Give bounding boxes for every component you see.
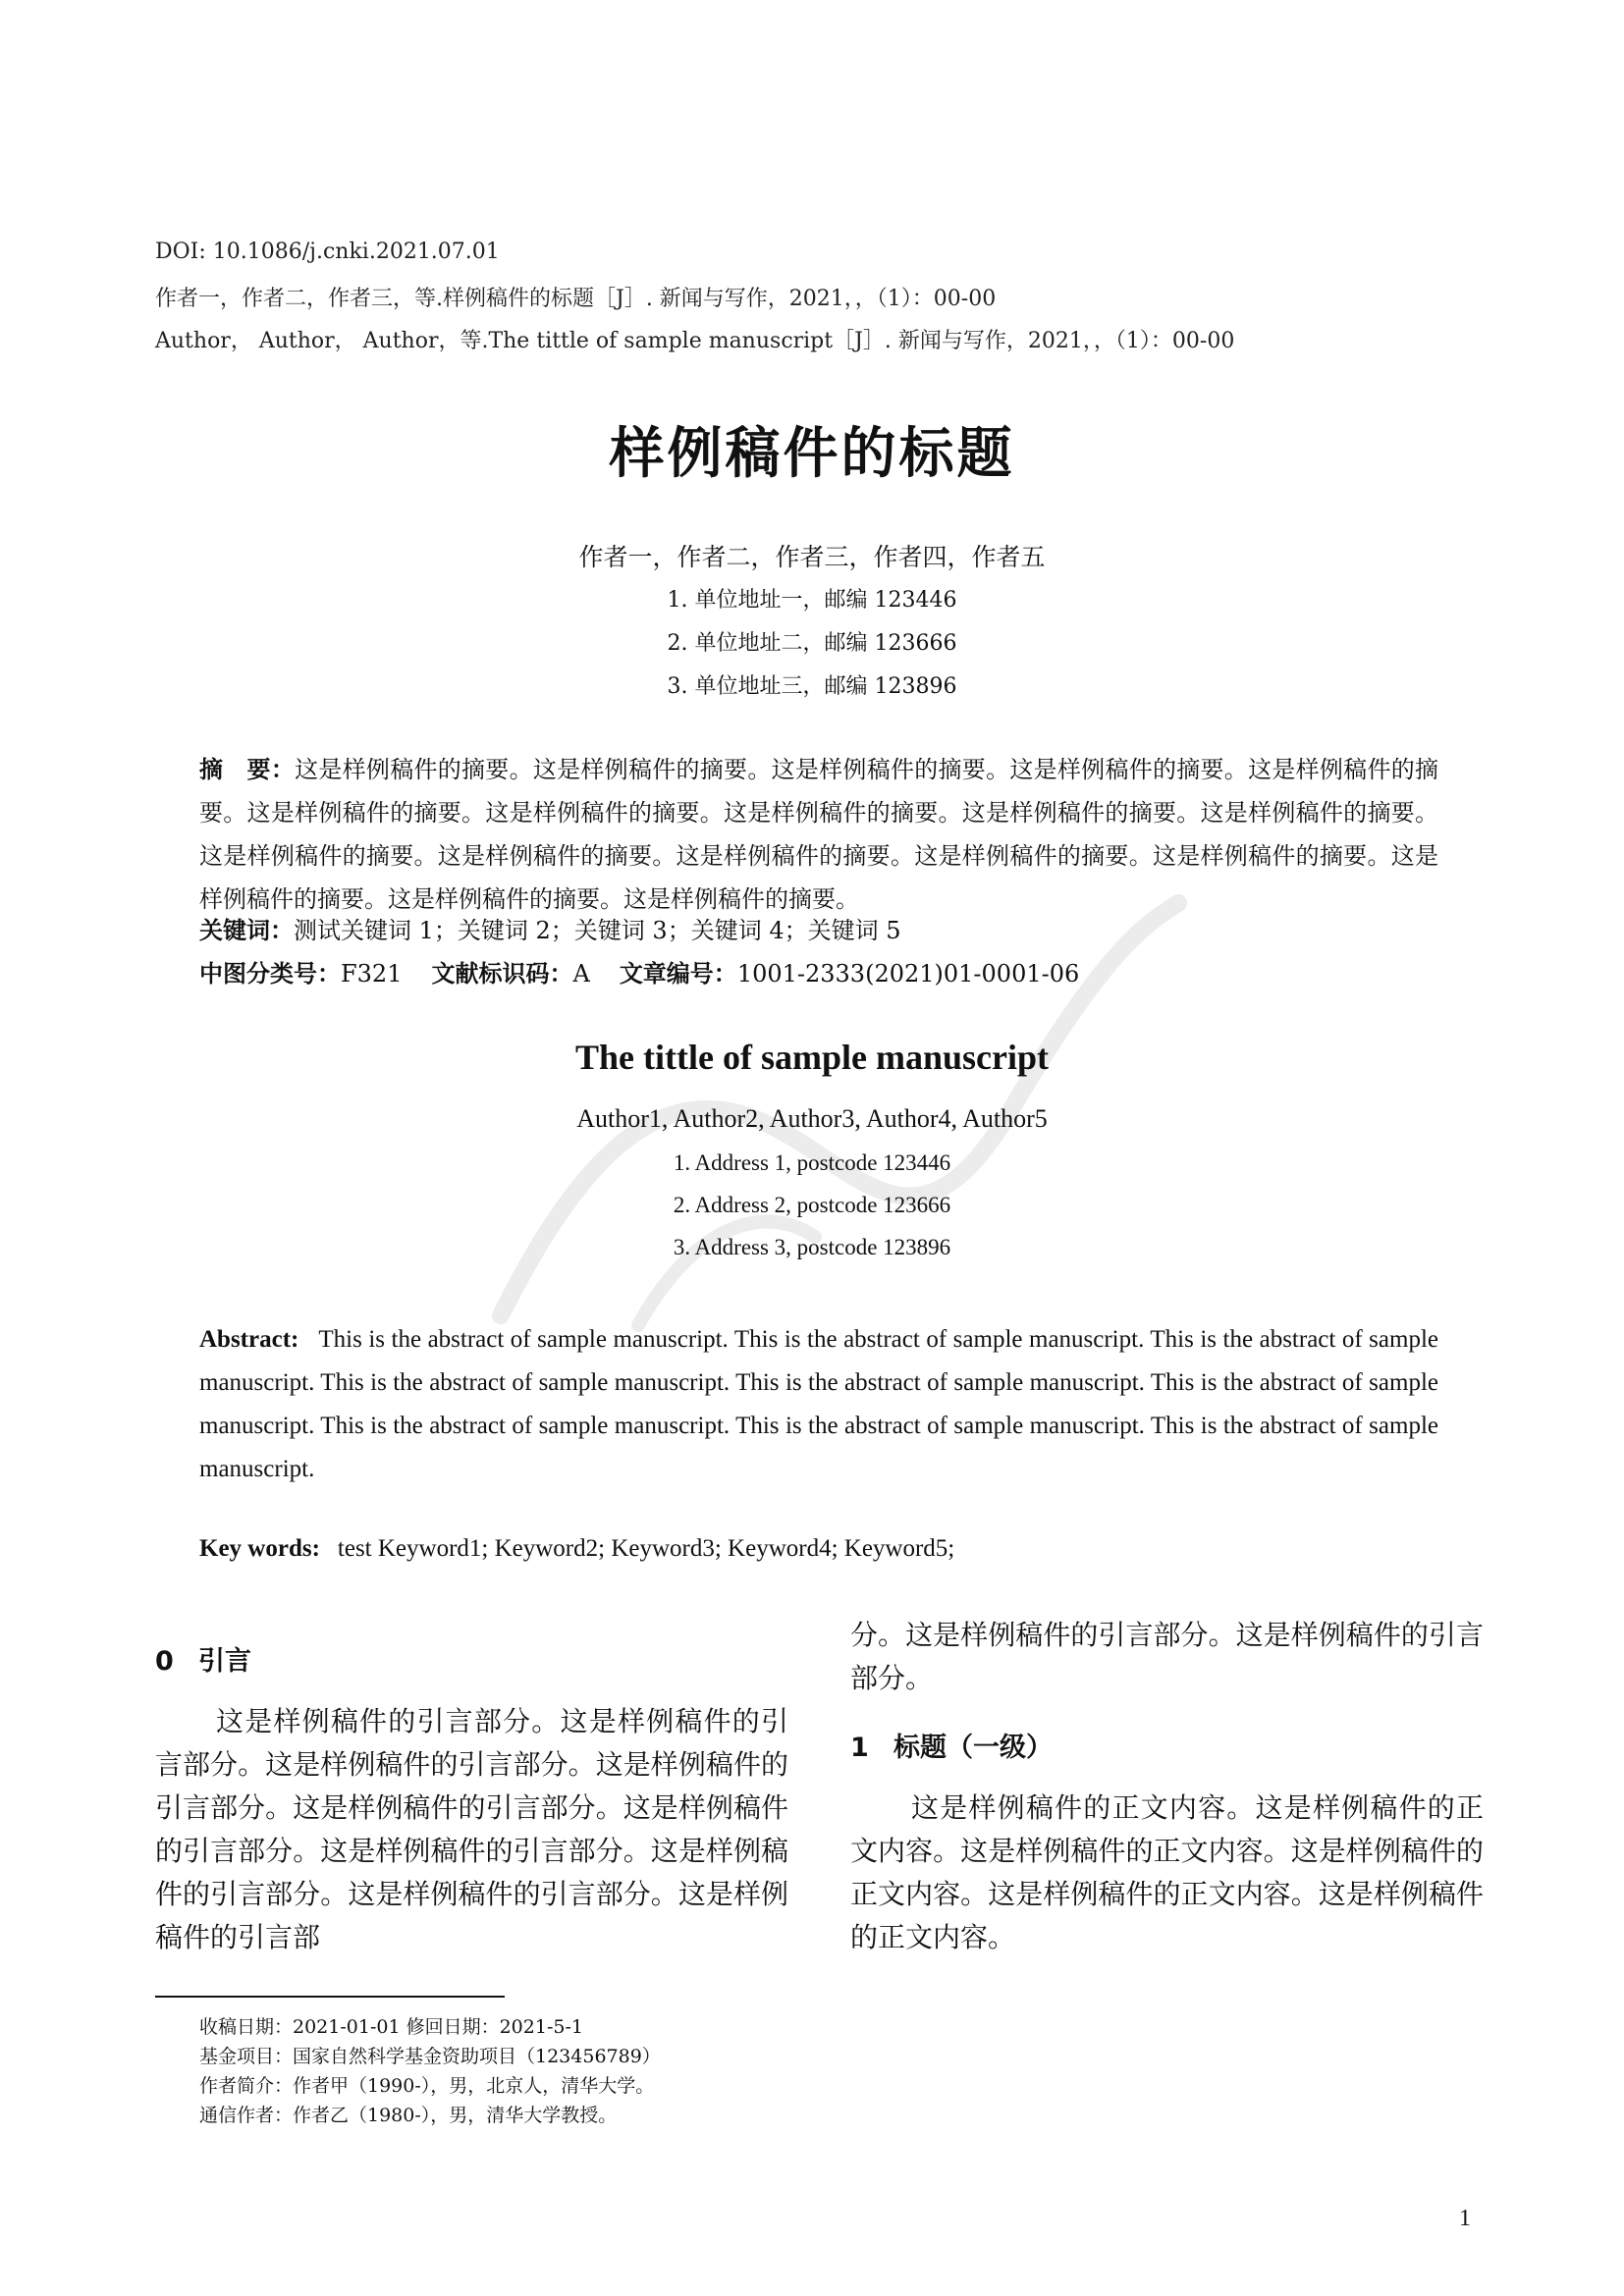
footnote-author-bio: 作者简介：作者甲（1990-），男，北京人，清华大学。	[199, 2075, 655, 2097]
article-number-value: 1001-2333(2021)01-0001-06	[736, 960, 1080, 988]
abstract-en-text: This is the abstract of sample manuscript. This is the abstract of sample manuscript. This is the abstract of sample manuscript. This is the abstract of sample manuscript. This is the abstract of sample manuscript. This is the abstract of sample manuscript. This is the abstract of sample manuscript. This is the abstract of sample manuscript. This is the abstract of sample manuscript.	[199, 1326, 1438, 1482]
page-number: 1	[1459, 2206, 1471, 2231]
abstract-cn-label: 摘 要：	[199, 756, 296, 783]
doi-line: DOI: 10.1086/j.cnki.2021.07.01	[155, 240, 500, 264]
section-title: 标题（一级）	[893, 1733, 1053, 1763]
section-heading-intro	[155, 1639, 251, 1678]
keywords-en-text: test Keyword1; Keyword2; Keyword3; Keyword4; Keyword5;	[337, 1535, 955, 1562]
authors-en: Author1, Author2, Author3, Author4, Author5	[576, 1104, 1048, 1133]
affiliation-cn: 3. 单位地址三，邮编 123896	[667, 674, 957, 699]
intro-paragraph-continued: 分。这是样例稿件的引言部分。这是样例稿件的引言部分。	[850, 1619, 1484, 1694]
footnote-divider	[155, 1996, 505, 1998]
keywords-en	[199, 1535, 954, 1563]
affiliation-en: 3. Address 3, postcode 123896	[673, 1235, 951, 1259]
doc-code-value: A	[572, 960, 590, 988]
article-number-label: 文章编号：	[619, 960, 737, 988]
classification-line	[199, 954, 1079, 988]
doc-code-label: 文献标识码：	[431, 960, 573, 988]
page-title: 样例稿件的标题	[609, 422, 1015, 486]
affiliation-en: 1. Address 1, postcode 123446	[673, 1150, 951, 1175]
abstract-cn-text: 这是样例稿件的摘要。这是样例稿件的摘要。这是样例稿件的摘要。这是样例稿件的摘要。这是样例稿件的摘要。这是样例稿件的摘要。这是样例稿件的摘要。这是样例稿件的摘要。这是样例稿件的摘要。这是样例稿件的摘要。这是样例稿件的摘要。这是样例稿件的摘要。这是样例稿件的摘要。这是样例稿件的摘要。这是样例稿件的摘要。这是样例稿件的摘要。这是样例稿件的摘要。这是样例稿件的摘要。	[199, 756, 1439, 913]
clc-value: F321	[341, 960, 403, 988]
clc-label: 中图分类号：	[199, 960, 341, 988]
citation-en: Author， Author， Author，等.The tittle of sample manuscript［J］. 新闻与写作，2021，，（1）：00-00	[155, 329, 1235, 353]
affiliation-cn: 2. 单位地址二，邮编 123666	[667, 631, 957, 656]
abstract-en	[199, 1318, 1438, 1491]
section-number: 1	[850, 1733, 869, 1763]
footnote-corresponding: 通信作者：作者乙（1980-），男，清华大学教授。	[199, 2105, 618, 2126]
intro-paragraph: 这是样例稿件的引言部分。这是样例稿件的引言部分。这是样例稿件的引言部分。这是样例稿件的引言部分。这是样例稿件的引言部分。这是样例稿件的引言部分。这是样例稿件的引言部分。这是样例稿件的引言部分。这是样例稿件的引言部分。这是样例稿件的引言部	[155, 1705, 788, 1953]
abstract-cn	[199, 748, 1438, 921]
keywords-cn-label: 关键词：	[199, 917, 294, 944]
affiliation-en: 2. Address 2, postcode 123666	[673, 1193, 951, 1217]
keywords-cn-text: 测试关键词 1；关键词 2；关键词 3；关键词 4；关键词 5	[294, 917, 901, 944]
affiliation-cn: 1. 单位地址一，邮编 123446	[667, 588, 957, 613]
citation-cn: 作者一，作者二，作者三，等.样例稿件的标题［J］. 新闻与写作，2021，，（1）：00-00	[155, 287, 997, 311]
section-title: 引言	[198, 1646, 251, 1677]
keywords-cn	[199, 911, 901, 945]
body-paragraph: 这是样例稿件的正文内容。这是样例稿件的正文内容。这是样例稿件的正文内容。这是样例稿件的正文内容。这是样例稿件的正文内容。这是样例稿件的正文内容。	[850, 1791, 1484, 1953]
footnote-received: 收稿日期：2021-01-01 修回日期：2021-5-1	[199, 2016, 583, 2038]
section-number: 0	[155, 1646, 174, 1677]
title-en: The tittle of sample manuscript	[575, 1038, 1049, 1077]
authors-cn: 作者一，作者二，作者三，作者四，作者五	[578, 543, 1046, 571]
abstract-en-label: Abstract:	[199, 1326, 299, 1353]
footnote-funding: 基金项目：国家自然科学基金资助项目（123456789）	[199, 2046, 661, 2067]
keywords-en-label: Key words:	[199, 1535, 320, 1562]
section-heading-1	[850, 1726, 1053, 1764]
